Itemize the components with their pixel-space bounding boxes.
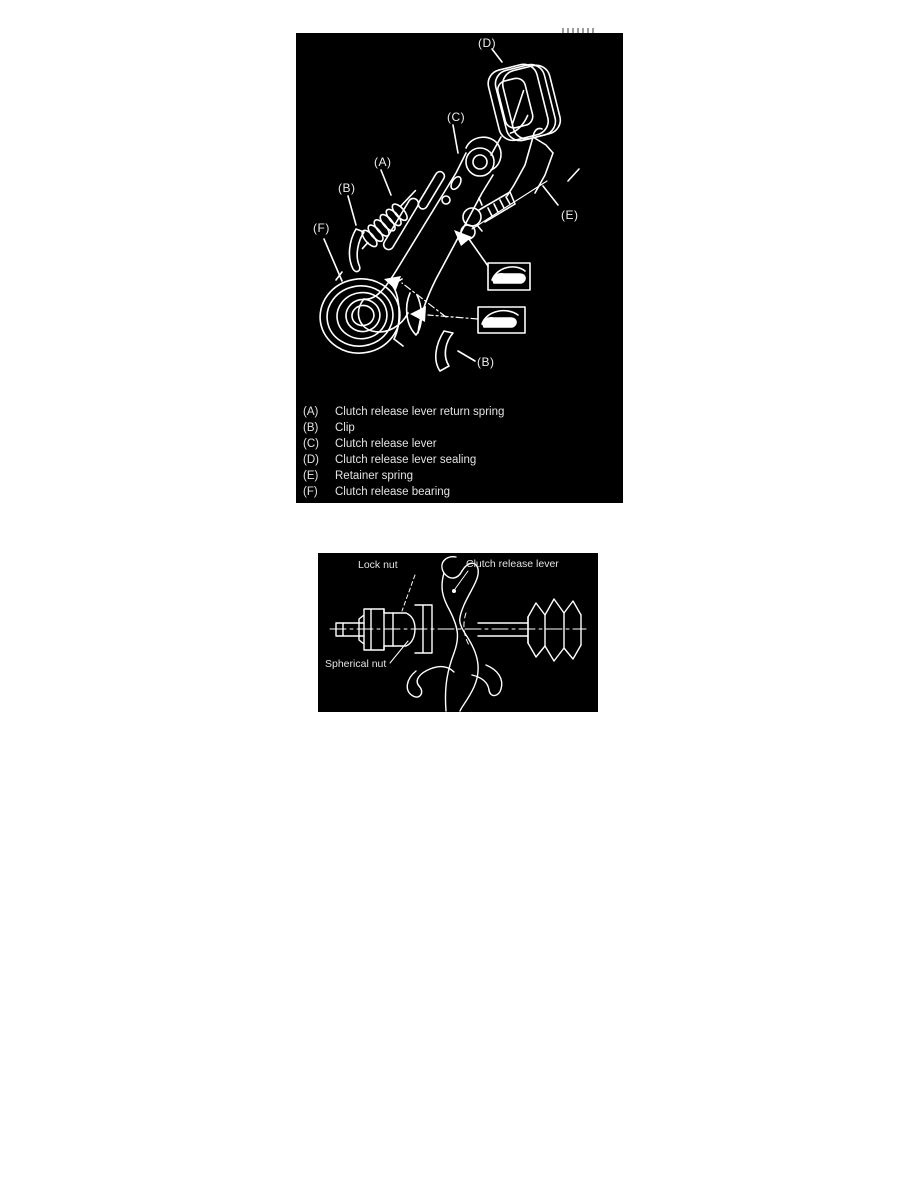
- legend-row: [303, 404, 619, 420]
- figure-legend: [303, 404, 619, 501]
- legend-label: Clutch release lever return spring: [335, 406, 505, 418]
- grease-icon: [478, 307, 525, 333]
- leader-clutch-release-lever: [455, 571, 468, 589]
- arrow-to-pivot: [454, 230, 472, 246]
- lever-drawing: [442, 557, 478, 711]
- grease-icon: [488, 263, 530, 290]
- legend-label: Clutch release lever sealing: [335, 454, 477, 467]
- legend-row: [303, 436, 619, 452]
- label-clutch-release-lever: Clutch release lever: [466, 558, 559, 570]
- leader-a: [381, 170, 391, 195]
- bellows-boot-drawing: [528, 599, 581, 661]
- leader-b2: [458, 351, 475, 361]
- callout-d: (D): [478, 36, 497, 50]
- figure-clutch-lever-adjustment: [318, 553, 598, 712]
- diagram-line-art: [318, 553, 598, 712]
- figure-clutch-release-exploded-view: [296, 33, 623, 503]
- callout-c: (C): [447, 110, 466, 124]
- legend-key: (D): [303, 454, 319, 467]
- leader-e: [543, 186, 558, 205]
- legend-label: Clutch release lever: [335, 438, 437, 451]
- callout-b-lower: (B): [477, 355, 495, 369]
- legend-row: [303, 452, 619, 468]
- arrow-to-fork: [410, 306, 426, 322]
- callout-f: (F): [313, 221, 330, 235]
- callout-a: (A): [374, 155, 392, 169]
- sealing-boot-drawing: [485, 58, 563, 145]
- label-spherical-nut: Spherical nut: [325, 658, 387, 670]
- legend-key: (F): [303, 486, 318, 499]
- legend-label: Retainer spring: [335, 470, 413, 483]
- legend-row: [303, 484, 619, 500]
- spring-wire-drawing: [407, 665, 502, 697]
- legend-label: Clutch release bearing: [335, 486, 451, 499]
- legend-label: Clip: [335, 422, 355, 435]
- legend-key: (C): [303, 438, 319, 451]
- legend-key: (E): [303, 470, 319, 483]
- legend-row: [303, 468, 619, 484]
- clip-upper-drawing: [349, 229, 364, 272]
- legend-key: (A): [303, 406, 319, 418]
- leader-c: [453, 125, 458, 153]
- legend-row: [303, 420, 619, 436]
- leader-lock-nut: [402, 575, 415, 611]
- label-lock-nut: Lock nut: [358, 559, 398, 571]
- leader-f: [324, 239, 342, 281]
- leader-d: [492, 49, 502, 62]
- callout-e: (E): [561, 208, 579, 222]
- return-spring-drawing: [354, 188, 426, 254]
- clip-lower-drawing: [436, 331, 453, 371]
- callout-b: (B): [338, 181, 356, 195]
- leader-b: [348, 196, 356, 225]
- legend-key: (B): [303, 422, 319, 435]
